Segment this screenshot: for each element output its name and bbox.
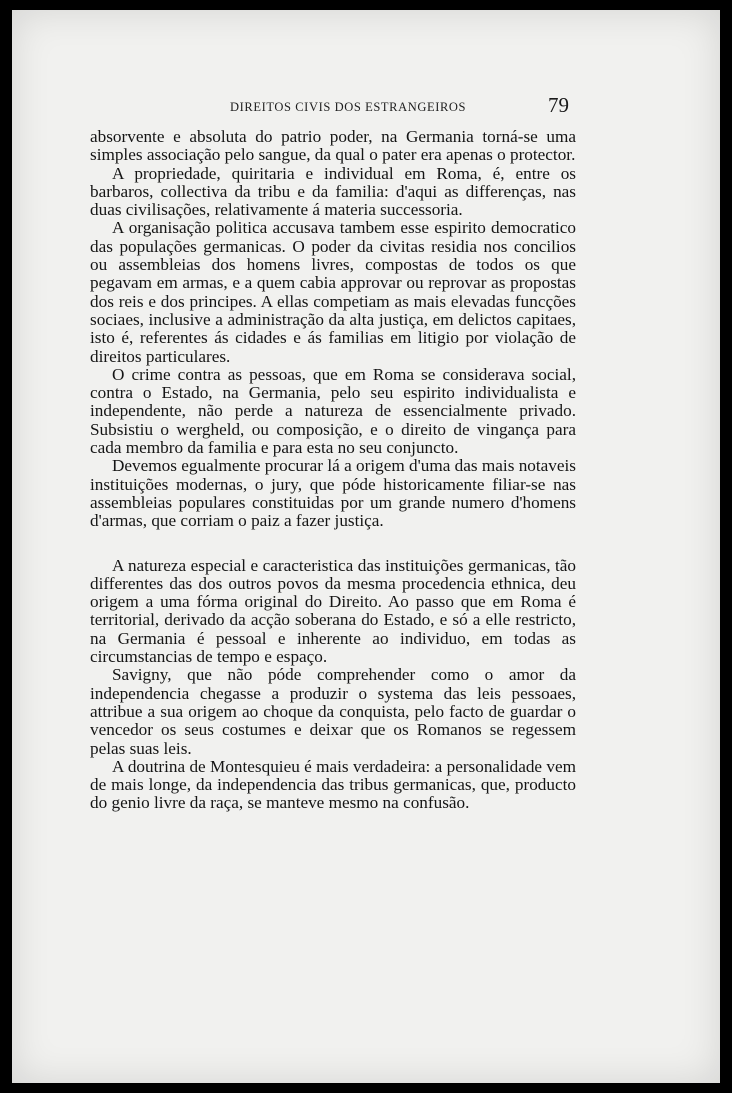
paragraph: Devemos egualmente procurar lá a origem d'uma das mais notaveis instituições modernas, o jury, que póde historicamente filiar-se nas assembleias populares constituidas por um grande numero d'homens d'armas, que corriam o paiz a fazer justiça. — [90, 456, 576, 531]
paragraph: A propriedade, quiritaria e individual em Roma, é, entre os barbaros, collectiva da tribu e da familia: d'aqui as differenças, nas duas civilisações, relativamente á materia successoria. — [90, 163, 576, 220]
running-title: DIREITOS CIVIS DOS ESTRANGEIROS — [230, 100, 467, 114]
page-number: 79 — [548, 93, 569, 117]
paragraph: Savigny, que não póde comprehender como o amor da independencia chegasse a produzir o systema das leis pessoaes, attribue a sua origem ao choque da conquista, pelo facto de guardar o vencedor os seus costumes e deixar que os Romanos se regessem pelas suas leis. — [90, 665, 576, 758]
paragraph: A doutrina de Montesquieu é mais verdadeira: a personalidade vem de mais longe, da independencia das tribus germanicas, que, producto do genio livre da raça, se manteve mesmo na confusão. — [90, 756, 576, 813]
page-header — [12, 90, 720, 120]
paragraph: A organisação politica accusava tambem esse espirito democratico das populações germanicas. O poder da civitas residia nos concilios ou assembleias dos homens livres, compostas de todos os que pegavam em armas, e a quem cabia approvar ou reprovar as propostas dos reis e dos principes. A ellas competiam as mais elevadas funcções sociaes, inclusive a administração da alta justiça, em delictos capitaes, isto é, referentes ás cidades e ás familias em litigio por violação de direitos particulares. — [90, 218, 576, 366]
book-page — [12, 10, 720, 1083]
body-text — [90, 128, 576, 813]
paragraph: absorvente e absoluta do patrio poder, na Germania torná-se uma simples associação pelo sangue, da qual o pater era apenas o protector. — [90, 127, 576, 165]
paragraph: O crime contra as pessoas, que em Roma se considerava social, contra o Estado, na Germania, pelo seu espirito individualista e independente, não perde a natureza de essencialmente privado. Subsistiu o wergheld, ou composição, e o direito de vingança para cada membro da familia e para esta no seu conjuncto. — [90, 364, 576, 458]
paragraph-gap — [90, 531, 576, 557]
paragraph: A natureza especial e caracteristica das instituições germanicas, tão differentes das dos outros povos da mesma procedencia ethnica, deu origem a uma fórma original do Direito. Ao passo que em Roma é territorial, derivado da acção soberana do Estado, e só a elle restricto, na Germania é pessoal e inherente ao individuo, em todas as circumstancias de tempo e espaço. — [90, 555, 576, 667]
